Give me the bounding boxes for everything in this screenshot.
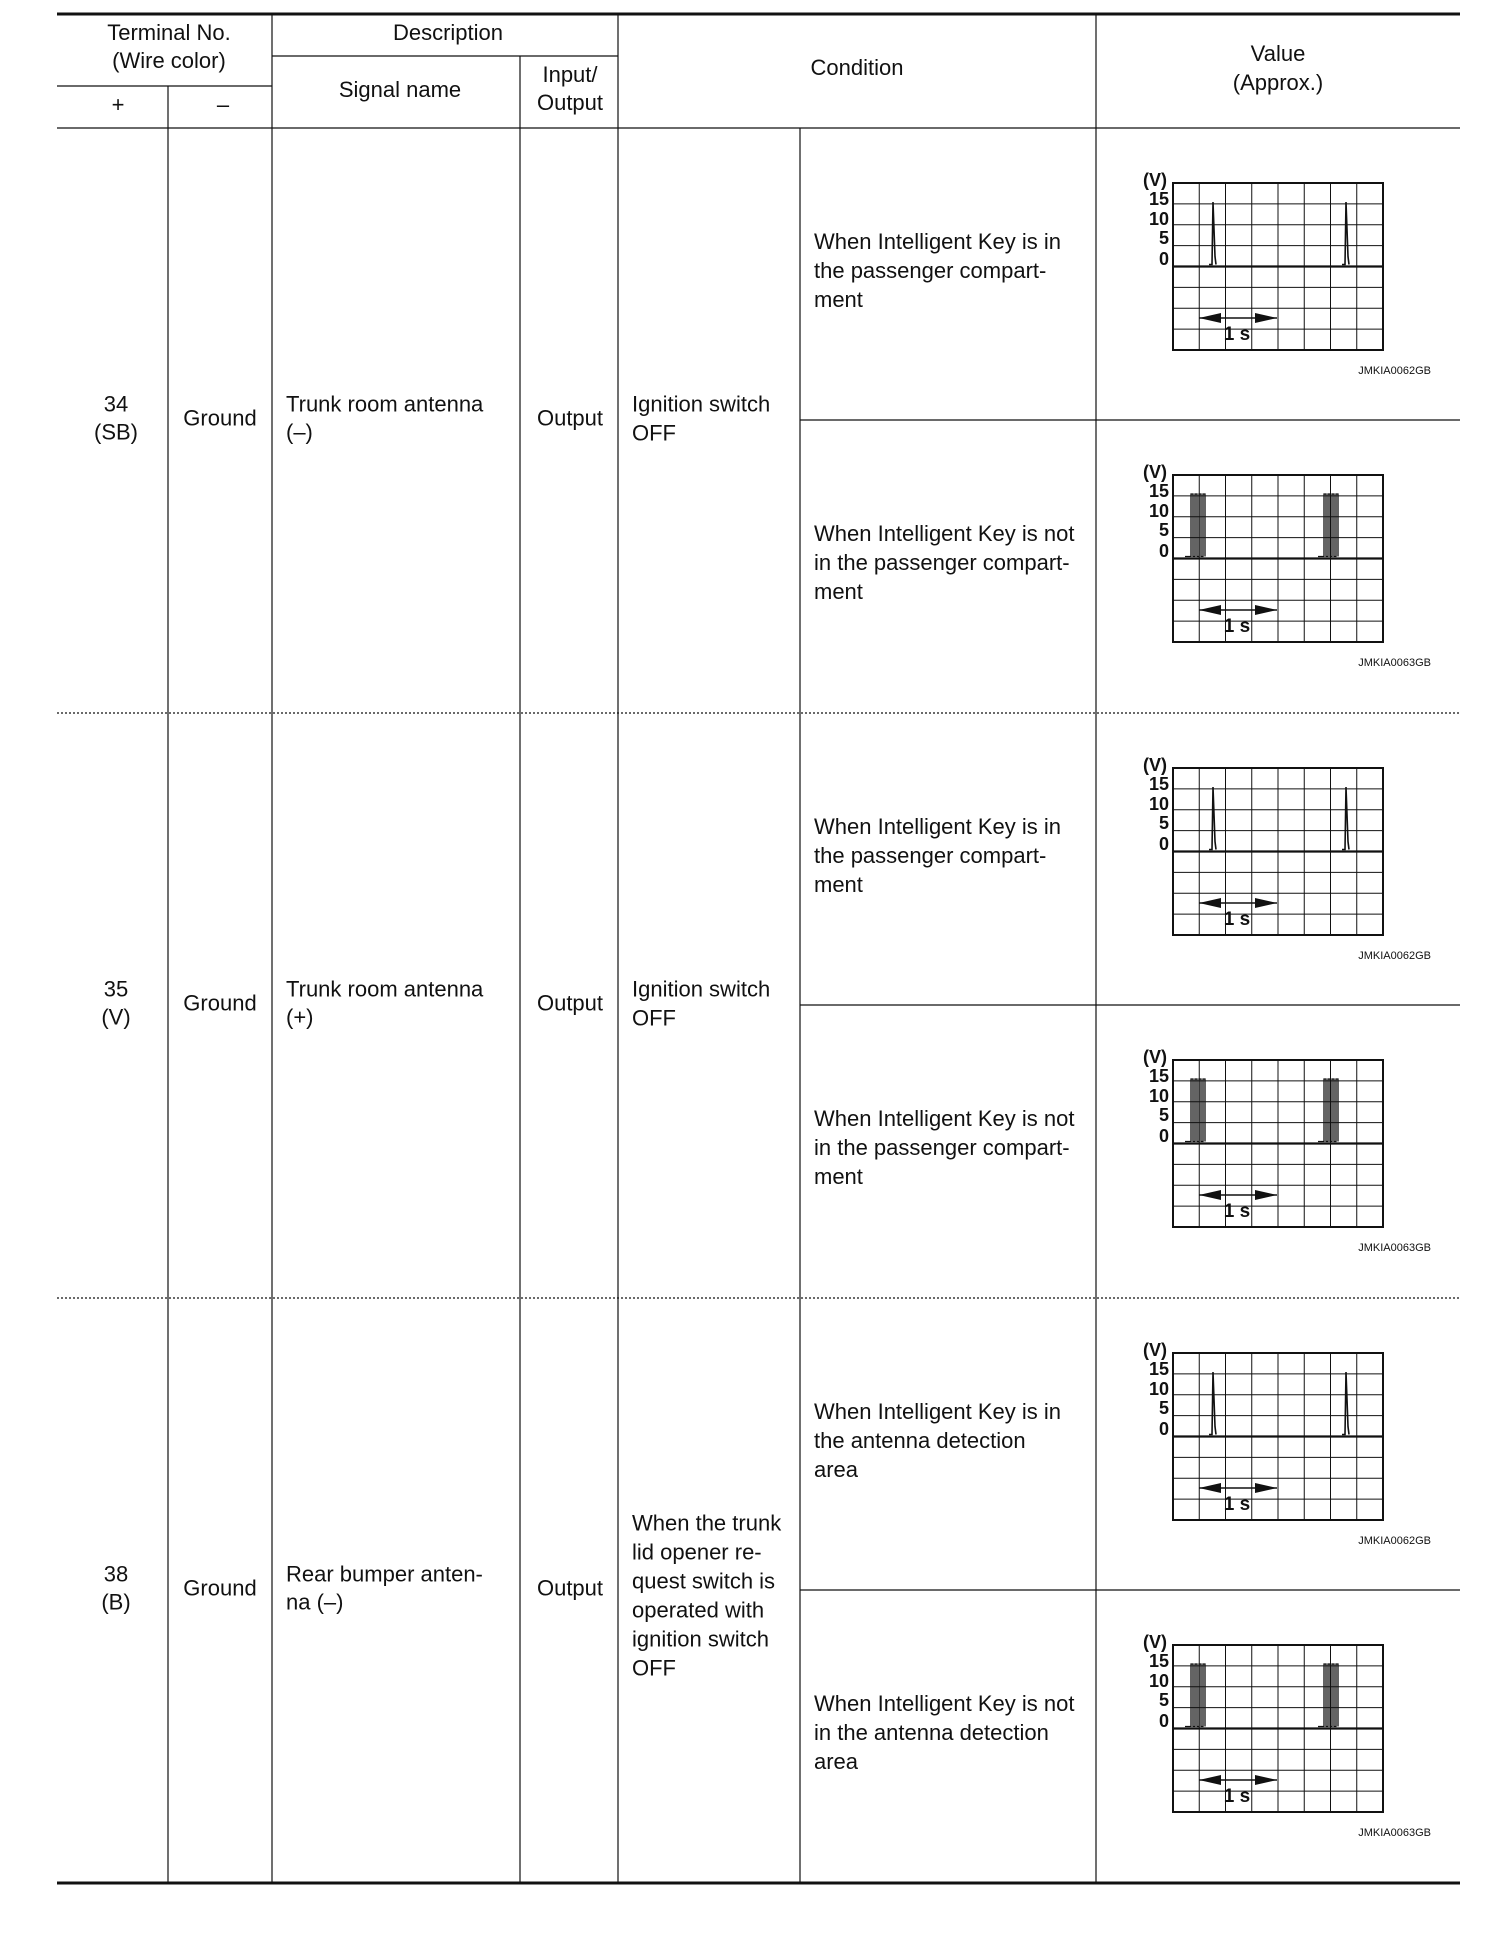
value-header: (Approx.)	[1232, 70, 1324, 95]
waveform-pulse	[1342, 787, 1349, 850]
io-value: Output	[536, 1575, 604, 1601]
waveform-tick: 0	[1158, 1126, 1169, 1146]
sub-condition	[814, 1632, 1431, 1839]
condition-text: OFF	[632, 1005, 676, 1031]
waveform-tick: 15	[1148, 1651, 1169, 1671]
waveform-pulse-burst	[1318, 1664, 1338, 1727]
signal-name: (–)	[286, 419, 313, 445]
sub-condition-text: in the passenger compart-	[814, 550, 1070, 575]
condition-text: OFF	[632, 1655, 676, 1681]
wire-color-header: (Wire color)	[112, 48, 226, 73]
sub-condition-text: ment	[814, 287, 863, 312]
table-header	[107, 20, 1323, 117]
waveform-tick: 0	[1158, 834, 1169, 854]
signal-name: Rear bumper anten-	[286, 1561, 483, 1587]
sub-condition-text: the passenger compart-	[814, 258, 1047, 283]
terminal-number: (V)	[101, 1004, 131, 1030]
terminal-no-header: Terminal No.	[107, 20, 231, 45]
sub-condition-text: in the passenger compart-	[814, 1135, 1070, 1160]
waveform-unit: (V)	[1143, 170, 1167, 190]
condition-text: OFF	[632, 420, 676, 446]
signal-name: na (–)	[286, 1589, 344, 1615]
period-label: 1 s	[1223, 324, 1251, 345]
condition-header: Condition	[810, 55, 904, 80]
sub-condition	[814, 1340, 1431, 1547]
waveform-tick: 5	[1158, 1105, 1169, 1125]
period-label: 1 s	[1223, 616, 1251, 637]
waveform-tick: 10	[1148, 1379, 1169, 1399]
waveform-multi	[1143, 1632, 1431, 1839]
sub-condition-text: the antenna detection	[814, 1428, 1026, 1453]
waveform-tick: 0	[1158, 1711, 1169, 1731]
waveform-unit: (V)	[1143, 462, 1167, 482]
terminal-number: (B)	[101, 1589, 131, 1615]
waveform-tick: 15	[1148, 1066, 1169, 1086]
plus-header: +	[111, 92, 125, 117]
figure-code: JMKIA0063GB	[1358, 1242, 1431, 1254]
waveform-multi	[1143, 462, 1431, 669]
sub-condition-text: When Intelligent Key is in	[814, 229, 1062, 254]
sub-condition-text: When Intelligent Key is in	[814, 1399, 1062, 1424]
waveform-tick: 0	[1158, 541, 1169, 561]
description-header: Description	[392, 20, 504, 45]
signal-name-header: Signal name	[338, 77, 462, 102]
waveform-pulse	[1209, 1372, 1216, 1435]
waveform-tick: 10	[1148, 501, 1169, 521]
sub-condition-text: When Intelligent Key is not	[814, 1691, 1075, 1716]
waveform-tick: 0	[1158, 1419, 1169, 1439]
sub-condition	[814, 462, 1431, 669]
io-value: Output	[536, 990, 604, 1016]
value-header: Value	[1250, 41, 1306, 66]
condition-text: When the trunk	[632, 1510, 782, 1536]
figure-code: JMKIA0062GB	[1358, 1535, 1431, 1547]
waveform-single	[1143, 170, 1431, 377]
waveform-pulse	[1209, 202, 1216, 265]
waveform-pulse-burst	[1185, 1664, 1205, 1727]
terminal-number: 35	[103, 976, 129, 1002]
waveform-tick: 5	[1158, 1690, 1169, 1710]
waveform-tick: 0	[1158, 249, 1169, 269]
waveform-pulse-burst	[1185, 1079, 1205, 1142]
waveform-tick: 5	[1158, 520, 1169, 540]
sub-condition-text: ment	[814, 872, 863, 897]
signal-name: Trunk room antenna	[286, 391, 484, 417]
waveform-tick: 10	[1148, 1671, 1169, 1691]
waveform-tick: 10	[1148, 209, 1169, 229]
waveform-tick: 5	[1158, 228, 1169, 248]
condition-text: Ignition switch	[632, 391, 771, 417]
waveform-pulse-burst	[1318, 1079, 1338, 1142]
minus-header: –	[216, 92, 230, 117]
sub-condition-text: area	[814, 1457, 859, 1482]
waveform-tick: 5	[1158, 1398, 1169, 1418]
waveform-single	[1143, 755, 1431, 962]
sub-condition-text: ment	[814, 579, 863, 604]
period-label: 1 s	[1223, 1494, 1251, 1515]
waveform-tick: 5	[1158, 813, 1169, 833]
waveform-tick: 15	[1148, 774, 1169, 794]
figure-code: JMKIA0063GB	[1358, 657, 1431, 669]
condition-text: Ignition switch	[632, 976, 771, 1002]
io-header: Input/	[542, 62, 598, 87]
waveform-pulse-burst	[1318, 494, 1338, 557]
io-header: Output	[536, 90, 604, 115]
sub-condition-text: ment	[814, 1164, 863, 1189]
signal-name: (+)	[286, 1004, 314, 1030]
terminal-number: 38	[103, 1561, 129, 1587]
sub-condition-text: area	[814, 1749, 859, 1774]
condition-text: operated with	[632, 1597, 765, 1623]
waveform-multi	[1143, 1047, 1431, 1254]
waveform-single	[1143, 1340, 1431, 1547]
figure-code: JMKIA0062GB	[1358, 365, 1431, 377]
period-label: 1 s	[1223, 1786, 1251, 1807]
figure-code: JMKIA0063GB	[1358, 1827, 1431, 1839]
waveform-pulse	[1209, 787, 1216, 850]
ground-terminal: Ground	[183, 405, 257, 431]
period-label: 1 s	[1223, 909, 1251, 930]
period-label: 1 s	[1223, 1201, 1251, 1222]
figure-code: JMKIA0062GB	[1358, 950, 1431, 962]
sub-condition-text: When Intelligent Key is not	[814, 1106, 1075, 1131]
waveform-tick: 15	[1148, 481, 1169, 501]
waveform-pulse-burst	[1185, 494, 1205, 557]
condition-text: quest switch is	[632, 1568, 776, 1594]
sub-condition-text: When Intelligent Key is not	[814, 521, 1075, 546]
ground-terminal: Ground	[183, 990, 257, 1016]
waveform-unit: (V)	[1143, 1047, 1167, 1067]
waveform-pulse	[1342, 1372, 1349, 1435]
waveform-pulse	[1342, 202, 1349, 265]
waveform-unit: (V)	[1143, 1632, 1167, 1652]
waveform-tick: 10	[1148, 794, 1169, 814]
waveform-unit: (V)	[1143, 1340, 1167, 1360]
waveform-tick: 10	[1148, 1086, 1169, 1106]
waveform-unit: (V)	[1143, 755, 1167, 775]
condition-text: ignition switch	[632, 1626, 769, 1652]
sub-condition	[814, 1047, 1431, 1254]
waveform-tick: 15	[1148, 189, 1169, 209]
sub-condition-text: in the antenna detection	[814, 1720, 1049, 1745]
waveform-tick: 15	[1148, 1359, 1169, 1379]
sub-condition	[814, 755, 1431, 962]
sub-condition	[814, 170, 1431, 377]
terminal-number: (SB)	[94, 419, 138, 445]
terminal-number: 34	[103, 391, 129, 417]
ground-terminal: Ground	[183, 1575, 257, 1601]
sub-condition-text: the passenger compart-	[814, 843, 1047, 868]
io-value: Output	[536, 405, 604, 431]
condition-text: lid opener re-	[632, 1539, 762, 1565]
sub-condition-text: When Intelligent Key is in	[814, 814, 1062, 839]
signal-name: Trunk room antenna	[286, 976, 484, 1002]
